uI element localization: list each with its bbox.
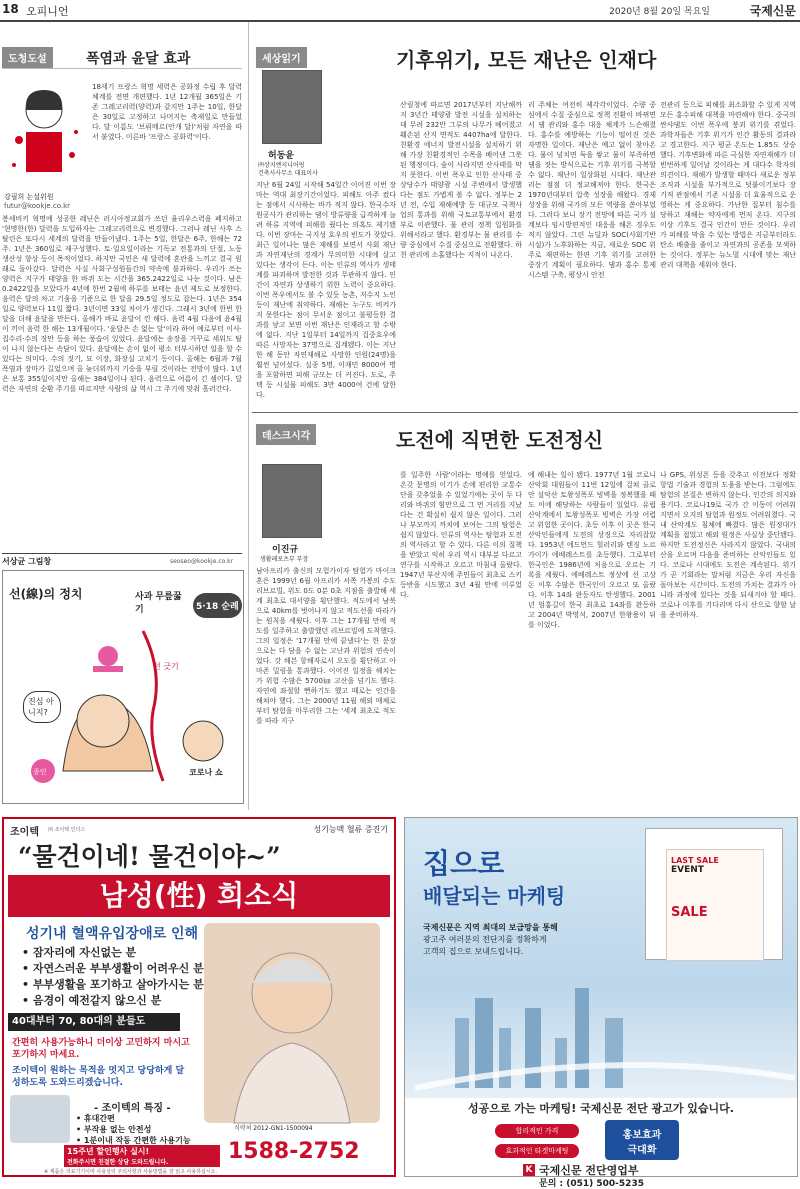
company-logo-icon: K (523, 1164, 535, 1176)
cartoon-bubble-sincere: 진심 아니지? (23, 691, 61, 723)
cartoon-label: 서상균 그림창 (2, 557, 52, 566)
page-number: 18 (2, 2, 19, 16)
ad-flyer-sale: LAST SALE (671, 856, 719, 865)
cartoon-line-label: 선 긋기 (153, 662, 179, 671)
cartoon-bubble-corona: 코로나 쇼 (189, 768, 223, 777)
advertisement-joytec[interactable] (2, 817, 396, 1177)
ad-phone-number[interactable]: 1588-2752 (228, 1139, 360, 1164)
ad-house-frame (645, 828, 783, 960)
column-title-climate[interactable]: 기후위기, 모든 재난은 인재다 (396, 48, 657, 72)
ad-bullet: • 잠자리에 자신없는 분 (22, 946, 137, 959)
page-header (0, 0, 800, 22)
ad-brand: 조이텍 (10, 827, 39, 838)
ad-pill-price: 합리적인 가격 (495, 1124, 579, 1138)
column-illustration (4, 80, 84, 190)
ad-product-photo (10, 1095, 70, 1143)
column-tag-dochung: 도청도설 (2, 47, 53, 68)
ad-age-bar: 40대부터 70, 80대의 분들도 (8, 1013, 180, 1031)
column-intro: 18세기 프랑스 혁명 세력은 공화정 수립 후 달력 체계를 전면 개편했다. 1년 12개월 365일은 기존 그레고리력(양력)과 같지만 1주는 10일, 한달은 30일로 고정하고 나머지는 축제일로 만들었다. 달 이름도 '브뤼메르(안개 달)'처럼 자연을 따서 붙였다. 이른바 '프랑스 공화력'이다. (92, 83, 242, 141)
author-photo-lee (262, 464, 322, 538)
author-name-heo: 허동윤 (268, 151, 295, 161)
cartoon-bubble-apology: 사과 무릎꿇기 (135, 592, 182, 615)
challenge-body-c: 에 해내는 일이 됐다. 1977년 1월 코로니산악회 대원들이 11번 12일에 걸쳐 골로 안 설악산 토왕성폭포 빙벽을 정복했을 때도 이에 해당하는 사람들이 있었다. 유럽 산악계에서 토왕성폭포 빙벽은 가장 어렵고 위험한 곳이다. 초등 이후 이 곳은 한국 산악인들에게 도전의 상징으로 자리잡았다. 1953년 에드먼드 힐러리와 텐징 노르가이가 에베레스트를 초등했다. 그로부터 한국인은 1986년에 처음으로 오르는 기록을 세웠다. 에베레스트 정상에 선 고상돈 이후 수많은 한국인이 오르고 또 올랐다. 이후 14좌 완등자도 탄생했다. 2001년 엄홍길이 한국 최초로 14좌를 완등하고 2004년 박영석, 2007년 한왕용이 뒤를 이었다. (528, 471, 656, 629)
ad-certificate: 식약처 2012-GN1-1500094 (234, 1125, 313, 1132)
cartoon-sign: 종인 (33, 768, 47, 776)
column-title-challenge[interactable]: 도전에 직면한 도전정신 (396, 428, 604, 452)
author-affiliation-lee: 생활레포츠부 부장 (260, 556, 309, 563)
challenge-body-b: 를 일주한 사람'이라는 명예를 얻었다. 온갖 문명의 이기가 손에 편리한 교통수단을 갖추었을 수 있었기에는 곳이 두 다리와 바퀴의 힘만으로 그 먼 거리를 지났다는 건 확실히 쉽지 않은 일이다. 그러나 부모까지 까치에 보여는 그의 탐험은 쉽지 않았다. 인류의 역사는 탐험과 도전의 역사라고 할 수 있다. 다른 이의 질책을 받았고 익히 우리 역시 대부분 다르고 연구를 시작하고 오르고 마침내 올랐다. 1947년 부산지에 주민들이 최초로 스키 등반을 시도했고 3년 4월 만에 이루었다. (400, 471, 522, 599)
climate-body-d: 전관리 등으로 피해를 최소화할 수 있게 지역 모든 홍수피해 대책을 마련해야 한다. 중국의 싼샤댐도 이번 폭우에 붕괴 위기를 겪었다. 과학자들은 기후 위기가 인간 활동의 결과라고 경고한다. 지구 평균 온도는 1.85도 상승했다. 기후변화에 따른 극심한 자연재해가 더 빈번하게 일어날 것이라는 게 대다수 학자의 의견이다. 재해가 발생할 때마다 새로운 정부 조직과 시설을 부가적으로 덧붙이기보다 장기적 관점에서 기존 시설을 더 효율적으로 운영하는 게 중요하다. 가난한 집부터 침수를 당하고 재해는 약자에게 먼저 온다. 지구의 이상 기후도 결국 인간이 만든 것이다. 우리가 피해를 막을 수 있는 방법은 지금부터라도 탄소 배출을 줄이고 자연과의 공존을 모색하는 것이다. 정부는 뉴노멀 시대에 맞는 재난관리 대책을 세워야 한다. (660, 101, 796, 269)
ad-line-1: 국제신문은 지역 최대의 보급망을 통해 (423, 923, 558, 932)
ad-feature: • 휴대간편 (76, 1114, 115, 1123)
author-affiliation-1: ㈜상지엔지니어링 (258, 162, 305, 169)
ad-line-2: 광고주 여러분의 전단지를 정확하게 (423, 935, 547, 944)
ad-features-title: - 조이텍의 특징 - (94, 1103, 171, 1114)
ad-headline-marketing: 배달되는 마케팅 (423, 884, 566, 908)
cartoon-bubble-518: 5·18 순례 (193, 593, 242, 618)
ad-bullet: • 부부생활을 포기하고 살아가시는 분 (22, 978, 204, 991)
ad-feature: • 부작용 없는 안전성 (76, 1125, 152, 1134)
advertisement-flyer-marketing[interactable] (404, 817, 798, 1189)
political-cartoon (2, 570, 244, 804)
ad-brand-sub: ㈜ 조이텍 인더스 (48, 827, 86, 833)
ad-promo-title: 15주년 할인행사 실시! (67, 1147, 150, 1156)
author-name: 강필희 논설위원 (4, 193, 54, 201)
column-tag-sesang: 세상읽기 (256, 47, 307, 68)
column-body: 봉세비키 혁명에 성공한 레닌은 러시아정교회가 쓰던 율리우스력을 폐지하고 '현명한(한) 달력을 도입하자는 그레고리력으로 변경했다. 그러나 레닌 사후 스탈린은 또다시 세계의 달력을 만들어냈다. 1주는 5일, 한달은 6주, 한해는 72주. 1년은 360일로 재구성했다. 토·일요일이라는 기독교 전통과의 단절, 노동생산성 향상 등이 목적이었다. 하지만 국민은 새 달력에 혼란을 느끼고 결국 원래로 돌아갔다. 달력은 사실 사회구성원들간의 약속에 불과하다. 우리가 쓰는 양력은 지구가 태양을 한 바퀴 도는 시간을 365.2422일로 나눈 것이다. 남은 0.2422일을 모았다가 4년에 한번 2월에 하루를 보태는 윤년 제도로 보정한다. 음력은 달의 차고 기움을 기준으로 한 달을 29.5일 정도로 잡는다. 1년은 354일로 양력보다 11일 짧다. 3년이면 33일 차이가 생긴다. 그래서 3년에 한번 한 달을 더해 윤달을 만든다. 올해가 바로 윤달이 낀 해다. 음력 4월 다음에 윤4월이 끼어 음력 한 해는 13개월이다. '윤달은 손 없는 달'이라 하여 예로부터 이사·집수리·수의 장만 등을 하는 풍습이 있었다. 윤달에는 송장을 거꾸로 세워도 탈이 나지 않는다는 속담이 있다. 윤달에는 손이 없어 평소 터부시하던 일을 할 수 있다는 의미다. 수의 짓기, 묘 이장, 화장실 고치기 등이다. 올해는 6월과 7월 폭염과 장마가 길었으며 올 늦더위까지 기승을 부릴 것이라는 전망이 많다. 1년은 보통 355일이지만 올해는 384일이나 된다. 음력으로 여름이 긴 셈이다. 달력은 자연의 순환 주기를 따르지만 사람의 삶 역시 그 주기에 맞춰 흘러간다. (2, 215, 243, 393)
newspaper-name: 국제신문 (749, 4, 796, 18)
cartoon-title: 선(線)의 정치 (9, 587, 83, 601)
ad-slogan: 성공으로 가는 마케팅! 국제신문 전단 광고가 있습니다. (468, 1102, 734, 1115)
ad-contact-phone[interactable]: 문의 : (051) 500-5235 (539, 1179, 644, 1189)
ad-model-drawing (204, 923, 380, 1123)
issue-date: 2020년 8월 20일 목요일 (609, 7, 710, 17)
author-name-lee: 이진규 (272, 545, 299, 555)
ad-promo (64, 1145, 220, 1167)
climate-body-b: 산림청에 따르면 2017년부터 지난해까지 3년간 태양광 발전 시설을 설치하는 데 무려 232만 그루의 나무가 베어졌고 훼손된 산지 면적도 4407ha에 달한다. 친환경 에너지 발전시설을 설치하기 위해 가장 친환경적인 수목을 베어낸 그릇된 행정이다. 숲이 사라지면 산사태를 막지 못한다. 이번 폭우로 인한 산사태 중 상당수가 태양광 시설 주변에서 발생했다는 점도 가볍게 볼 수 없다. 정부는 2년 전, 수입 재해예방 등 대규모 국책사업의 통과를 위해 국토교통부에서 환경부로 이관했다. 물 관리 정책 일원화를 위해서라고 했다. 환경부는 물 관리를 수량 중심에서 수질 중심으로 전환했다. 하천 관리에 소홀했다는 지적이 나온다. (400, 101, 522, 259)
ad-line-3: 고객의 집으로 보내드립니다. (423, 947, 524, 956)
column-tag-desk: 데스크시각 (256, 424, 316, 445)
ad-result-1: 홍보효과 (622, 1130, 662, 1141)
ad-result-2: 극대화 (627, 1145, 657, 1156)
ad-promo-sub: 전화주시면 친절한 상담 도와드립니다. (67, 1159, 169, 1166)
column-title-heatwave[interactable]: 폭염과 윤달 효과 (86, 51, 191, 67)
ad-bullet: • 음경이 예전같지 않으신 분 (22, 994, 162, 1007)
author-photo-heo (262, 70, 322, 144)
challenge-body-a: 남아프리카 출신의 모험가이자 탐험가 마이크 혼은 1999년 6월 아프리카 서쪽 가봉의 수도 리브르빌, 위도 0도 0분 0초 지점을 출발해 세계 최초로 대서양을 횡단했다. 적도에서 남북으로 40km를 벗어나지 않고 적도선을 따라가는 원칙을 세웠다. 이후 그는 17개월 만에 적도를 일주하고 출발했던 리브르빌에 도착했다. 그의 일정은 '17개월 만에 끝냈다'는 한 문장으로는 다 담을 수 없는 고난과 위험의 연속이었다. 갓 해븐 항해자로서 오도를 횡단하고 아마존 밀림을 통과했다. 이어진 일정을 해치는 가 위험 수많은 5700㎞ 고산을 넘기도 했다. 자연에 좌절할 뻔하기도 했고 때로는 인간을 해쳐야 했다. 그는 2000년 11월 해외 매체로부터 탐험을 마무리한 그는 '세계 최초로 적도를 따라 지구 (256, 567, 396, 725)
ad-banner: 남성(性) 희소식 (8, 875, 390, 917)
ad-company: 국제신문 전단영업부 (539, 1164, 639, 1177)
ad-model-photo (204, 923, 380, 1123)
ad-headline-home: 집으로 (423, 847, 505, 880)
cartoon-email: seoseo@kookje.co.kr (170, 558, 234, 565)
ad-features (76, 1113, 216, 1146)
climate-body-a: 지난 6월 24일 시작해 54일간 이어진 이번 장마는 역대 최장기간이었다. 피해도 아주 컸다는 점에서 시사하는 바가 적지 않다. 한국수자원공사가 관리하는 댐이 방류량을 급격하게 늘려 하류 지역에 피해를 줬다는 의혹도 제기됐다. 이번 장마는 국지성 호우의 빈도가 잦았다. 최근 일어나는 많은 재해를 보면서 사회 재난과 자연재난의 경계가 무의미한 시대에 살고 있다는 생각이 든다. 이는 인류의 역사가 생태계를 파괴하며 발전한 것과 무관하지 않다. 인간이 자연과 상생하기 위한 노력이 중요하다. 이번 폭우에서도 볼 수 있듯 농촌, 저수지 노인 등이 재난에 취약하다. 재해는 누구도 비켜가지 못한다는 점이 무서운 점이고 불평등한 결과를 낳고 보면 이번 재난은 인재라고 할 수밖에 없다. 지난 1일부터 14일까지 집중호우에 따른 사망자는 37명으로 집계됐다. 이는 지난 한 해 동안 자연재해로 사망한 인원(24명)을 훨씬 넘어섰다. 실종 5명, 이재민 8000여 명을 포함하면 피해 규모는 더 커진다. 도로, 주택 등 시설물 피해도 3만 4000여 건에 달한다. (256, 181, 396, 399)
ad-top-right: 성기능맥 혈류 증진기 (313, 825, 388, 834)
author-email[interactable]: futur@kookje.co.kr (4, 202, 71, 210)
ad-fine-print: ※ 제품은 의료기기이며 사용상의 주의사항과 사용방법을 잘 읽고 사용하십시오. (44, 1169, 218, 1175)
ad-flyer-event: EVENT (671, 865, 704, 875)
ad-flyer-image (666, 849, 764, 961)
ad-city-illustration (415, 958, 795, 1098)
climate-body-c: 리 주체는 여전히 제각각이었다. 수량 중심에서 수질 중심으로 정책 전환이 바뀌면서 댐 관리와 홍수 대응 체계가 느슨해졌다. 홍수를 예방하는 기능이 떨어진 것은 자명한 일이다. 재난은 예고 없이 찾아온다. 물이 넘치면 둑을 쌓고 물이 부족하면 댐을 짓는 방식으로는 기후 위기를 극복할 수 없다. 재난이 일상화된 시대다. 재난관리는 점점 더 정교해져야 한다. 한국은 1970년대부터 압축 성장을 해왔다. 경제 성장을 위해 국가의 모든 역량을 쏟아부었다. 그러다 보니 장기 전망에 따른 국가 설계보다 임시방편적인 대응을 해온 경우도 적지 않았다. 그린 뉴딜과 SOC(사회기반시설)가 노후화하는 지금, 새로운 SOC 위주로 재편하는 한편 기후 위기를 고려한 중장기 계획이 필요하다. 댐과 홍수 통제 시스템 구축, 평상시 안전 (528, 101, 656, 279)
challenge-body-d: 나 GPS, 위성폰 등을 갖추고 이전보다 정확 항법 기술과 경험의 도움을 받는다. 그럼에도 탐험의 본질은 변하지 않는다. 인간의 의지와 용기다. 코로나19로 국가 간 이동이 어려워지면서 오지의 탐험과 원정도 어려워졌다. 국내 산악계도 침체에 빠졌다. 많은 원정대가 계획을 접었고 해외 원정은 사실상 중단됐다. 하지만 도전정신은 사라지지 않았다. 국내의 산을 오르며 다음을 준비하는 산악인들도 있다. 코로나 시대에도 도전은 계속된다. 위기가 곧 기회라는 말처럼 지금은 우리 자신을 돌아보는 시간이다. 도전의 가치는 결과가 아니라 과정에 있다는 것을 되새겨야 할 때다. 코로나 이후를 기다리며 다시 산으로 향할 날을 준비하자. (660, 471, 796, 619)
ad-subhead: 성기내 혈액유입장애로 인해 (26, 926, 199, 942)
ad-pill-target: 효과적인 타겟마케팅 (495, 1144, 579, 1158)
ad-headline: “물건이네! 물건이야~” (18, 842, 281, 871)
ad-flyer-sale-large: SALE (671, 905, 708, 920)
ad-message-2: 조이텍이 원하는 목적을 멋지고 당당하게 달성하도록 도와드리겠습니다. (12, 1066, 185, 1088)
author-affiliation-2: 건축사사무소 대표이사 (258, 170, 318, 177)
ad-message-1: 간편히 사용가능하니 더이상 고민하지 마시고 포기하지 마세요. (12, 1038, 190, 1060)
ad-feature: • 1분이내 작동 간편한 사용기능 (76, 1136, 191, 1145)
section-name: 오피니언 (26, 5, 69, 18)
ad-bullet: • 자연스러운 부부생활이 어려우신 분 (22, 962, 204, 975)
ad-result-box (605, 1120, 679, 1160)
